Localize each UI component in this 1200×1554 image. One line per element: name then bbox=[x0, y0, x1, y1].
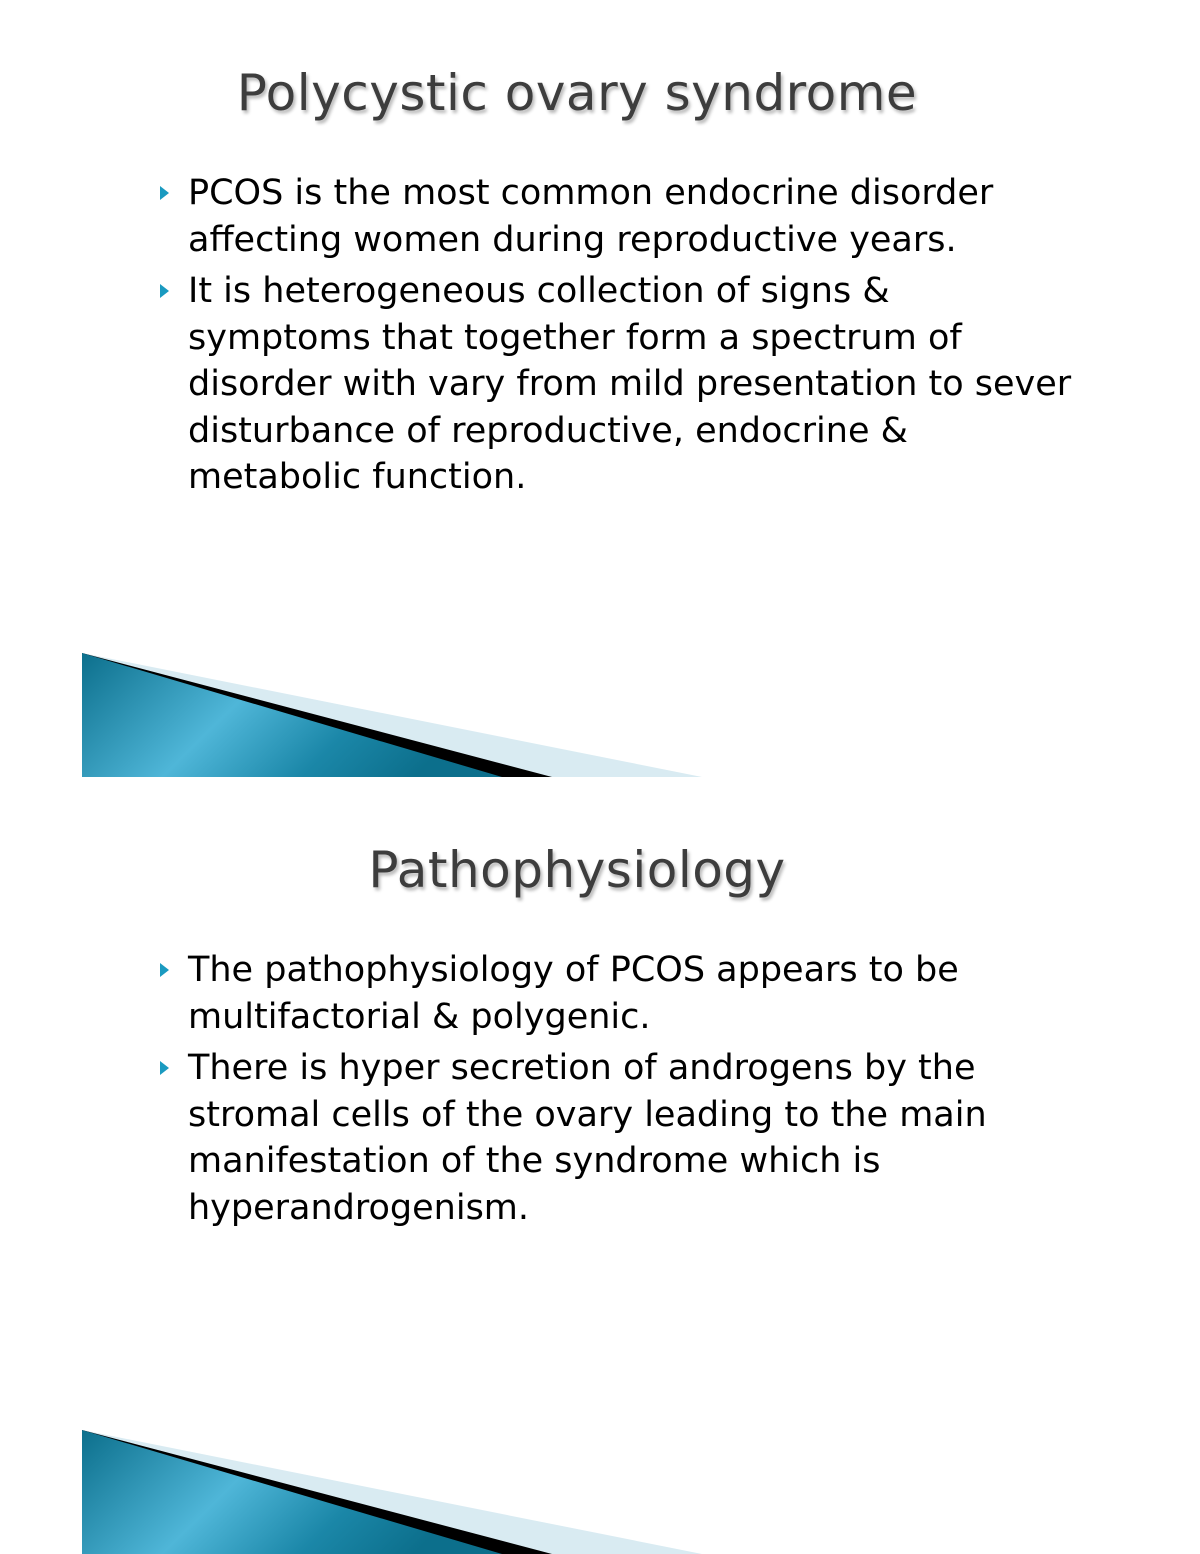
bullet-list bbox=[158, 947, 1078, 1236]
slide-title: Polycystic ovary syndrome bbox=[236, 64, 918, 122]
slide-pathophysiology bbox=[0, 777, 1200, 1554]
bullet-text: It is heterogeneous collection of signs & symptoms that together form a spectrum of disorder with vary from mild presentation to sever disturbance of reproductive, endocrine & metabolic function. bbox=[188, 271, 1072, 497]
bullet-text: There is hyper secretion of androgens by the stromal cells of the ovary leading to the main manifestation of the syndrome which is hyperandrogenism. bbox=[188, 1048, 987, 1228]
decorative-wedge bbox=[82, 653, 702, 777]
bullet-item bbox=[158, 947, 1078, 1040]
triangle-right-icon bbox=[160, 963, 169, 977]
decorative-wedge bbox=[82, 1430, 702, 1554]
triangle-right-icon bbox=[160, 284, 169, 298]
bullet-item bbox=[158, 170, 1078, 263]
bullet-item bbox=[158, 1045, 1078, 1231]
slide-title: Pathophysiology bbox=[368, 841, 786, 899]
wedge-graphic bbox=[82, 1430, 702, 1554]
bullet-text: The pathophysiology of PCOS appears to be multifactorial & polygenic. bbox=[188, 950, 959, 1037]
wedge-graphic bbox=[82, 653, 702, 777]
triangle-right-icon bbox=[160, 186, 169, 200]
bullet-item bbox=[158, 268, 1078, 501]
bullet-list bbox=[158, 170, 1078, 506]
triangle-right-icon bbox=[160, 1061, 169, 1075]
bullet-text: PCOS is the most common endocrine disorder affecting women during reproductive years. bbox=[188, 173, 994, 260]
